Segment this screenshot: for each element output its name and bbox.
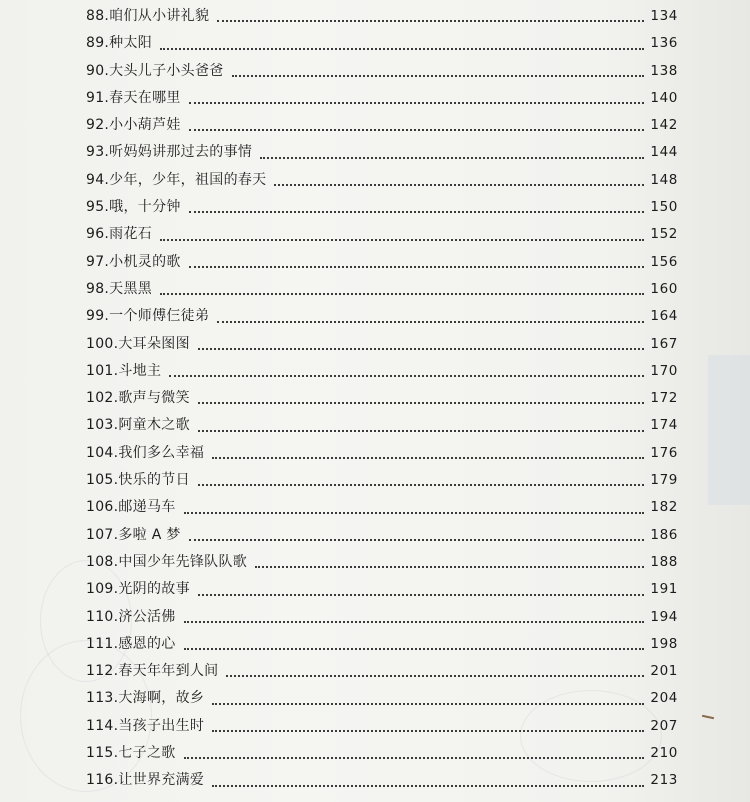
toc-entry-title: 96.雨花石 — [86, 226, 153, 243]
toc-entry — [86, 631, 678, 658]
toc-entry-page-number: 213 — [650, 772, 678, 789]
dot-leader — [189, 266, 645, 268]
toc-entry-title: 113.大海啊，故乡 — [86, 690, 205, 707]
dot-leader — [198, 484, 645, 486]
toc-entry-page-number: 194 — [650, 608, 678, 625]
toc-entry — [86, 522, 678, 549]
toc-entry — [86, 221, 678, 248]
toc-entry-title: 97.小机灵的歌 — [86, 253, 181, 270]
dot-leader — [226, 675, 644, 677]
toc-entry-title: 99.一个师傅仨徒弟 — [86, 308, 210, 325]
toc-entry-title: 112.春天年年到人间 — [86, 663, 219, 680]
toc-entry — [86, 767, 678, 794]
dot-leader — [217, 20, 644, 22]
toc-entry — [86, 412, 678, 439]
toc-entry — [86, 194, 678, 221]
toc-entry-title: 100.大耳朵图图 — [86, 335, 190, 352]
toc-entry-page-number: 167 — [650, 335, 678, 352]
toc-entry-page-number: 174 — [650, 417, 678, 434]
toc-entry — [86, 112, 678, 139]
dot-leader — [198, 402, 645, 404]
dot-leader — [198, 348, 645, 350]
table-of-contents — [86, 3, 678, 795]
toc-entry-title: 110.济公活佛 — [86, 608, 176, 625]
toc-entry-title: 93.听妈妈讲那过去的事情 — [86, 144, 253, 161]
toc-entry-title: 101.斗地主 — [86, 362, 162, 379]
toc-entry-page-number: 201 — [650, 663, 678, 680]
toc-entry — [86, 249, 678, 276]
dot-leader — [217, 321, 644, 323]
toc-entry-page-number: 186 — [650, 526, 678, 543]
toc-entry — [86, 440, 678, 467]
toc-entry — [86, 139, 678, 166]
toc-entry-page-number: 140 — [650, 89, 678, 106]
dot-leader — [184, 757, 645, 759]
toc-entry-title: 98.天黑黑 — [86, 280, 153, 297]
toc-entry-page-number: 191 — [650, 581, 678, 598]
toc-entry-page-number: 170 — [650, 362, 678, 379]
dot-leader — [255, 566, 644, 568]
dot-leader — [189, 539, 645, 541]
toc-entry — [86, 276, 678, 303]
toc-entry — [86, 303, 678, 330]
toc-entry — [86, 58, 678, 85]
dot-leader — [232, 75, 645, 77]
dot-leader — [169, 375, 644, 377]
toc-entry — [86, 85, 678, 112]
toc-entry-title: 107.多啦 A 梦 — [86, 526, 181, 543]
toc-entry — [86, 358, 678, 385]
dot-leader — [274, 184, 644, 186]
toc-entry-title: 89.种太阳 — [86, 35, 153, 52]
dot-leader — [184, 621, 645, 623]
dot-leader — [212, 457, 644, 459]
toc-entry — [86, 385, 678, 412]
toc-entry-page-number: 204 — [650, 690, 678, 707]
toc-entry-title: 91.春天在哪里 — [86, 89, 181, 106]
dot-leader — [212, 730, 644, 732]
toc-entry-title: 106.邮递马车 — [86, 499, 176, 516]
toc-entry — [86, 549, 678, 576]
toc-entry-title: 92.小小葫芦娃 — [86, 117, 181, 134]
toc-entry-page-number: 144 — [650, 144, 678, 161]
toc-entry-page-number: 210 — [650, 745, 678, 762]
dot-leader — [184, 512, 645, 514]
toc-entry-page-number: 207 — [650, 717, 678, 734]
toc-entry — [86, 30, 678, 57]
toc-entry-title: 111.感恩的心 — [86, 635, 176, 652]
pen-mark — [702, 715, 714, 719]
toc-entry-title: 90.大头儿子小头爸爸 — [86, 62, 224, 79]
toc-entry-page-number: 172 — [650, 390, 678, 407]
toc-entry — [86, 604, 678, 631]
toc-entry-page-number: 160 — [650, 280, 678, 297]
toc-entry-title: 115.七子之歌 — [86, 745, 176, 762]
toc-entry-page-number: 138 — [650, 62, 678, 79]
toc-entry-title: 116.让世界充满爱 — [86, 772, 205, 789]
toc-entry-title: 104.我们多么幸福 — [86, 444, 205, 461]
toc-entry-title: 103.阿童木之歌 — [86, 417, 190, 434]
dot-leader — [189, 102, 645, 104]
toc-entry-page-number: 150 — [650, 199, 678, 216]
toc-entry-title: 109.光阴的故事 — [86, 581, 190, 598]
toc-entry-page-number: 152 — [650, 226, 678, 243]
dot-leader — [160, 293, 644, 295]
toc-entry — [86, 494, 678, 521]
toc-entry — [86, 576, 678, 603]
toc-entry-title: 105.快乐的节日 — [86, 472, 190, 489]
toc-entry — [86, 467, 678, 494]
dot-leader — [212, 703, 644, 705]
toc-entry — [86, 713, 678, 740]
dot-leader — [260, 157, 644, 159]
toc-entry-page-number: 188 — [650, 553, 678, 570]
toc-entry — [86, 685, 678, 712]
dot-leader — [160, 239, 644, 241]
toc-entry-title: 94.少年，少年，祖国的春天 — [86, 171, 267, 188]
dot-leader — [189, 129, 645, 131]
dot-leader — [189, 211, 645, 213]
toc-entry-page-number: 179 — [650, 472, 678, 489]
dot-leader — [198, 594, 645, 596]
toc-entry-page-number: 164 — [650, 308, 678, 325]
dot-leader — [184, 648, 645, 650]
toc-entry-title: 108.中国少年先锋队队歌 — [86, 553, 248, 570]
toc-entry-title: 95.哦，十分钟 — [86, 199, 181, 216]
toc-entry — [86, 3, 678, 30]
toc-entry-page-number: 136 — [650, 35, 678, 52]
toc-entry — [86, 740, 678, 767]
toc-entry-page-number: 142 — [650, 117, 678, 134]
bleed-through-panel — [708, 355, 750, 505]
toc-entry-page-number: 156 — [650, 253, 678, 270]
toc-entry-page-number: 198 — [650, 635, 678, 652]
toc-entry-page-number: 148 — [650, 171, 678, 188]
dot-leader — [212, 785, 644, 787]
toc-entry-page-number: 182 — [650, 499, 678, 516]
toc-entry-title: 88.咱们从小讲礼貌 — [86, 8, 210, 24]
toc-entry — [86, 167, 678, 194]
toc-entry-title: 114.当孩子出生时 — [86, 717, 205, 734]
dot-leader — [198, 430, 645, 432]
dot-leader — [160, 48, 644, 50]
toc-entry-page-number: 134 — [650, 8, 678, 24]
toc-entry-title: 102.歌声与微笑 — [86, 390, 190, 407]
toc-entry-page-number: 176 — [650, 444, 678, 461]
toc-entry — [86, 658, 678, 685]
toc-entry — [86, 331, 678, 358]
